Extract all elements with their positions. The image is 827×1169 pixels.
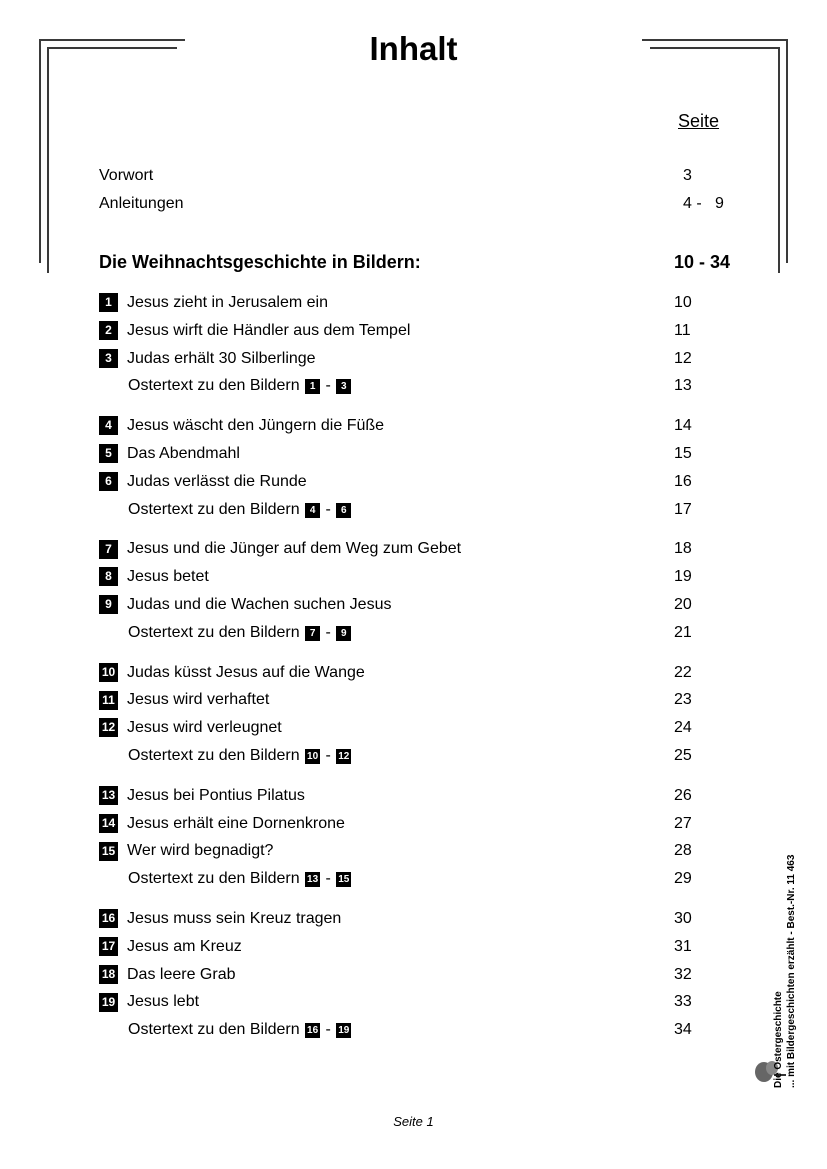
toc-item[interactable]: [99, 990, 759, 1014]
toc-item-page: 23: [674, 691, 692, 709]
toc-item-page: 24: [674, 719, 692, 737]
toc-item-page: 11: [674, 321, 691, 339]
toc-item-label: Das leere Grab: [127, 965, 236, 983]
toc-item-text: [99, 593, 391, 617]
toc-item-label: Judas verlässt die Runde: [127, 472, 307, 490]
toc-summary-label: Ostertext zu den Bildern: [128, 623, 300, 641]
picture-number-badge: 13: [99, 786, 118, 805]
toc-item-label: Jesus lebt: [127, 993, 200, 1011]
toc-summary-text: [128, 1018, 352, 1042]
toc-item-page: 33: [674, 993, 692, 1011]
toc-item[interactable]: [99, 784, 759, 808]
toc-item-page: 28: [674, 842, 692, 860]
picture-number-badge: 1: [99, 293, 118, 312]
range-dash: -: [321, 623, 336, 641]
toc-summary-item[interactable]: [99, 374, 759, 398]
toc-item-text: [99, 716, 282, 740]
toc-item[interactable]: [99, 470, 759, 494]
picture-number-badge: 5: [99, 444, 118, 463]
toc-item-text: [99, 319, 410, 343]
picture-number-badge: 9: [99, 595, 118, 614]
toc-item-text: [99, 963, 236, 987]
picture-number-badge: 18: [99, 965, 118, 984]
toc-item-label: Judas und die Wachen suchen Jesus: [127, 596, 392, 613]
toc-item-text: [99, 442, 240, 466]
toc-entry-page: 3: [683, 167, 692, 184]
toc-summary-item[interactable]: [99, 867, 759, 891]
toc-summary-page: 17: [674, 500, 692, 518]
toc-entry-vorwort[interactable]: [99, 164, 759, 188]
frame-left-outer: [39, 39, 41, 263]
picture-number-badge: 12: [99, 718, 118, 737]
toc-item[interactable]: [99, 537, 759, 561]
picture-number-badge: 3: [99, 349, 118, 368]
toc-item[interactable]: [99, 291, 759, 315]
toc-item-page: 31: [674, 937, 692, 955]
toc-entry-label: Vorwort: [99, 167, 154, 184]
frame-right-outer: [786, 39, 788, 263]
toc-summary-label: Ostertext zu den Bildern: [128, 1021, 300, 1039]
picture-number-badge: 14: [99, 814, 118, 833]
toc-summary-page: 29: [674, 870, 692, 888]
toc-item-text: [99, 688, 269, 712]
toc-item[interactable]: [99, 688, 759, 712]
range-start-badge: 1: [305, 379, 320, 394]
toc-item-page: 22: [674, 663, 692, 681]
toc-item-page: 26: [674, 786, 692, 804]
picture-number-badge: 10: [99, 663, 118, 682]
toc-summary-item[interactable]: [99, 498, 759, 522]
section-pages: 10 - 34: [674, 252, 731, 272]
toc-summary-label: Ostertext zu den Bildern: [128, 500, 300, 518]
range-start-badge: 13: [307, 874, 319, 886]
toc-item-text: [99, 839, 273, 863]
toc-item-text: [99, 661, 365, 685]
toc-item[interactable]: [99, 414, 759, 438]
toc-item-page: 18: [674, 540, 692, 558]
toc-item[interactable]: [99, 347, 759, 371]
toc-summary-text: [128, 621, 352, 645]
toc-item-text: [99, 565, 209, 589]
toc-item[interactable]: [99, 907, 759, 931]
toc-item-label: Jesus bei Pontius Pilatus: [127, 786, 305, 804]
toc-item-text: [99, 907, 341, 931]
toc-summary-page: 13: [674, 377, 692, 395]
toc-item-label: Jesus erhält eine Dornenkrone: [127, 814, 345, 832]
toc-summary-page: 25: [674, 747, 692, 764]
page-column-header: Seite: [678, 111, 720, 131]
range-start-badge: 10: [307, 751, 319, 762]
toc-item-page: 30: [674, 910, 692, 927]
picture-number-badge: 16: [99, 909, 118, 928]
toc-item[interactable]: [99, 716, 759, 740]
toc-item-page: 27: [674, 814, 692, 832]
toc-item-page: 16: [674, 472, 692, 490]
range-end-badge: 9: [336, 626, 351, 641]
frame-right-inner: [778, 47, 780, 273]
toc-item-text: [99, 291, 328, 315]
toc-item[interactable]: [99, 565, 759, 589]
toc-item[interactable]: [99, 963, 759, 987]
section-heading[interactable]: [99, 250, 759, 274]
toc-item-label: Jesus betet: [127, 568, 209, 586]
picture-number-badge: 8: [99, 567, 118, 586]
sidebar-line-1: Die Ostergeschichte: [773, 991, 784, 1088]
toc-item-page: 19: [674, 568, 692, 586]
toc-summary-text: [128, 498, 352, 522]
section-label: Die Weihnachtsgeschichte in Bildern:: [99, 252, 421, 272]
picture-number-badge: 2: [99, 321, 118, 340]
range-end-badge: 12: [338, 751, 350, 762]
toc-summary-item[interactable]: [99, 1018, 759, 1042]
toc-item[interactable]: [99, 812, 759, 836]
toc-item-label: Judas küsst Jesus auf die Wange: [127, 663, 365, 681]
toc-item-label: Jesus wird verhaftet: [127, 691, 270, 709]
toc-summary-page: 34: [674, 1021, 692, 1039]
picture-number-badge: 11: [99, 691, 118, 710]
toc-item-text: [99, 414, 384, 438]
toc-entry-label: Anleitungen: [99, 195, 184, 212]
toc-item-page: 20: [674, 596, 692, 613]
toc-item-label: Jesus am Kreuz: [127, 937, 242, 955]
range-end-badge: 15: [338, 874, 350, 886]
range-end-badge: 19: [338, 1025, 350, 1037]
picture-number-badge: 15: [99, 842, 118, 861]
toc-summary-text: [128, 744, 352, 768]
range-dash: -: [321, 747, 336, 764]
toc-item[interactable]: [99, 935, 759, 959]
toc-item[interactable]: [99, 593, 759, 617]
page-title: Inhalt: [369, 30, 458, 67]
range-dash: -: [321, 870, 336, 888]
toc-item-text: [99, 812, 345, 836]
toc-item-text: [99, 990, 199, 1014]
picture-number-badge: 19: [99, 993, 118, 1012]
toc-entry-anleitungen[interactable]: [99, 192, 759, 216]
toc-summary-item[interactable]: [99, 744, 759, 768]
toc-item-label: Jesus und die Jünger auf dem Weg zum Gebet: [127, 540, 462, 558]
toc-item-page: 15: [674, 445, 692, 462]
toc-summary-page: 21: [674, 623, 692, 641]
toc-item-label: Judas erhält 30 Silberlinge: [127, 349, 316, 367]
toc-item-label: Jesus wirft die Händler aus dem Tempel: [127, 321, 411, 339]
toc-item-label: Das Abendmahl: [127, 445, 240, 462]
toc-summary-text: [128, 867, 352, 891]
toc-item-page: 10: [674, 294, 692, 311]
toc-item-page: 14: [674, 417, 692, 435]
page-footer: Seite 1: [393, 1114, 434, 1129]
toc-item[interactable]: [99, 319, 759, 343]
toc-item-label: Jesus zieht in Jerusalem ein: [127, 294, 328, 311]
toc-summary-item[interactable]: [99, 621, 759, 645]
picture-number-badge: 17: [99, 937, 118, 956]
toc-item-label: Jesus muss sein Kreuz tragen: [127, 910, 342, 927]
toc-item-page: 32: [674, 965, 692, 983]
toc-item-text: [99, 537, 461, 561]
range-end-badge: 6: [336, 503, 351, 518]
toc-item-text: [99, 347, 316, 371]
toc-summary-label: Ostertext zu den Bildern: [128, 377, 300, 395]
range-dash: -: [321, 377, 336, 395]
range-start-badge: 7: [305, 626, 320, 641]
toc-item[interactable]: [99, 442, 759, 466]
toc-item-label: Wer wird begnadigt?: [127, 842, 274, 860]
toc-entry-page: 4 - 9: [683, 195, 724, 212]
range-dash: -: [321, 1021, 336, 1039]
range-end-badge: 3: [336, 379, 351, 394]
range-start-badge: 16: [307, 1025, 319, 1037]
toc-item-text: [99, 470, 307, 494]
toc-summary-text: [128, 374, 352, 398]
picture-number-badge: 4: [99, 416, 118, 435]
range-dash: -: [321, 500, 336, 518]
toc-item-text: [99, 935, 242, 959]
toc-summary-label: Ostertext zu den Bildern: [128, 870, 300, 888]
toc-item-page: 12: [674, 349, 692, 367]
sidebar-line-2: ... mit Bildergeschichten erzählt - Best.-Nr. 11 463: [786, 854, 797, 1088]
toc-item[interactable]: [99, 661, 759, 685]
toc-item-label: Jesus wäscht den Jüngern die Füße: [127, 417, 385, 435]
toc-summary-label: Ostertext zu den Bildern: [128, 747, 300, 764]
toc-item-label: Jesus wird verleugnet: [127, 719, 282, 737]
toc-item-text: [99, 784, 305, 808]
toc-item[interactable]: [99, 839, 759, 863]
range-start-badge: 4: [305, 503, 320, 518]
frame-left-inner: [47, 47, 49, 273]
publisher-sidebar: [772, 728, 798, 1088]
picture-number-badge: 7: [99, 540, 118, 559]
picture-number-badge: 6: [99, 472, 118, 491]
